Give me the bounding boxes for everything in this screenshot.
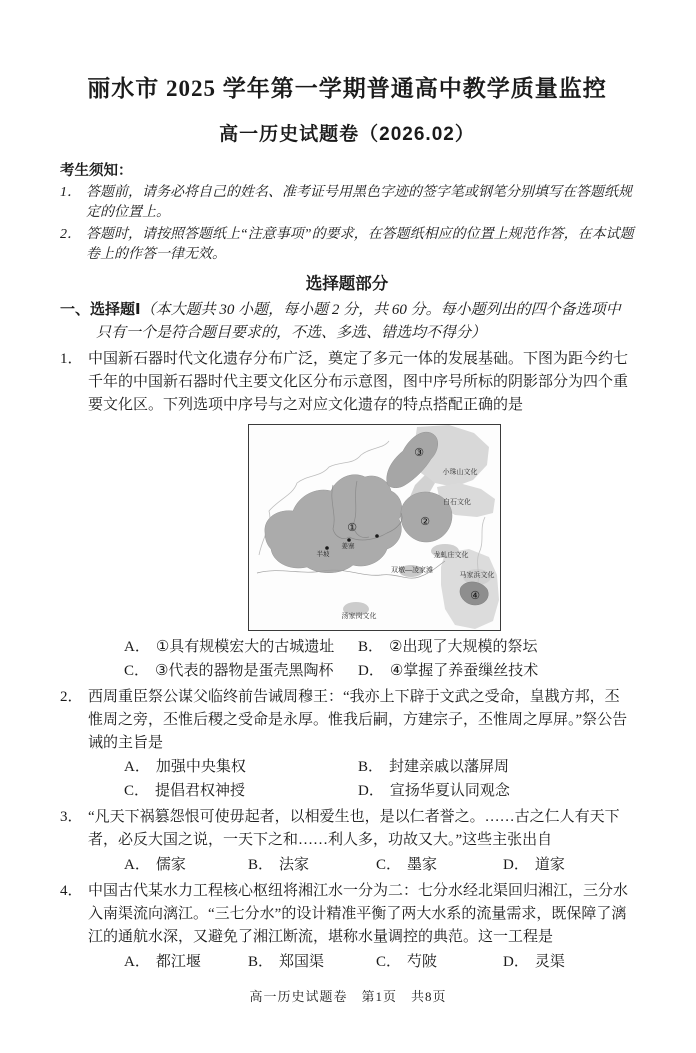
option-letter: B． [248, 857, 274, 873]
option-text: ①具有规模宏大的古城遗址 [155, 639, 335, 655]
banpo-site-dot [325, 546, 329, 550]
option-letter: D． [503, 857, 529, 873]
options-row [88, 756, 634, 779]
notice-item-text: 答题前，请务必将自己的姓名、准考证号用黑色字迹的签字笔或钢笔分别填写在答题纸规定的位置上。 [86, 185, 632, 220]
question-3 [60, 806, 634, 877]
majiabang-label: 马家浜文化 [459, 572, 495, 579]
tangjiagang-label: 汤家岗文化 [341, 613, 377, 620]
marker-4: ④ [470, 589, 480, 602]
part-one-note: （本大题共 30 小题，每小题 2 分，共 60 分。每小题列出的四个备选项中只有一个是符合题目要求的，不选、多选、错选均不得分） [96, 302, 621, 341]
option-text: 芍陂 [407, 954, 438, 970]
option-letter: A． [124, 954, 150, 970]
option-text: 都江堰 [155, 954, 201, 970]
exam-paper-page [0, 70, 696, 1053]
marker-3: ③ [414, 446, 424, 459]
option-a [124, 756, 358, 779]
option-letter: B． [358, 759, 384, 775]
option-d [358, 780, 510, 803]
option-c [376, 951, 503, 974]
option-a [124, 854, 248, 877]
notice-heading: 考生须知： [60, 163, 133, 179]
option-letter: B． [248, 954, 274, 970]
option-text: 道家 [534, 857, 565, 873]
notice-item-number: 2． [60, 227, 81, 242]
part-one-heading [60, 298, 634, 345]
option-d [503, 951, 565, 974]
option-letter: C． [376, 954, 402, 970]
culture-region-1-shape [265, 475, 402, 573]
option-text: 提倡君权神授 [155, 783, 246, 799]
question-number: 4． [60, 883, 83, 899]
notice-item [60, 183, 634, 223]
options-row [88, 854, 634, 877]
option-b [358, 636, 537, 659]
option-text: 宣扬华夏认同观念 [389, 783, 510, 799]
option-c [376, 854, 503, 877]
option-text: 灵渠 [534, 954, 565, 970]
jiangzhai-site-dot [347, 538, 351, 542]
options-row [88, 951, 634, 974]
question-stem: 西周重臣祭公谋父临终前告诫周穆王：“我亦上下辟于文武之受命，皇戡方邦，丕惟周之旁，丕惟后稷之受命是永厚。惟我后嗣，方建宗子，丕惟周之厚屏。”祭公告诫的主旨是 [88, 689, 628, 751]
part-one-label: 一、选择题Ⅰ [60, 301, 141, 318]
options-row [88, 636, 634, 659]
option-letter: C． [124, 783, 150, 799]
notice-item-text: 答题时，请按照答题纸上“注意事项”的要求，在答题纸相应的位置上规范作答，在本试题卷上的作答一律无效。 [86, 227, 634, 262]
neolithic-culture-map [248, 424, 501, 631]
option-letter: D． [358, 783, 384, 799]
question-number: 1． [60, 351, 83, 367]
question-stem: 中国古代某水力工程核心枢纽将湘江水一分为二：七分水经北渠回归湘江，三分水入南渠流向漓江。“三七分水”的设计精准平衡了两大水系的流量需求，既保障了漓江的通航水深，又避免了湘江断流，堪称水量调控的典范。这一工程是 [88, 883, 629, 945]
candidate-notice [60, 161, 634, 265]
culture-map-svg [249, 425, 500, 630]
banpo-label: 半坡 [316, 551, 330, 558]
page-footer: 高一历史试题卷 第1页 共8页 [249, 989, 447, 1004]
marker-1: ① [347, 521, 357, 534]
option-b [248, 854, 376, 877]
option-b [248, 951, 376, 974]
option-letter: A． [124, 639, 150, 655]
option-text: ③代表的器物是蛋壳黑陶杯 [155, 663, 334, 679]
option-text: ②出现了大规模的祭坛 [389, 639, 538, 655]
option-letter: D． [358, 663, 384, 679]
option-b [358, 756, 509, 779]
section-title: 选择题部分 [305, 275, 389, 293]
option-text: 墨家 [407, 857, 438, 873]
option-letter: C． [124, 663, 150, 679]
shuangdun-lingjiatan-label: 双墩—凌家滩 [391, 567, 433, 574]
page-title: 丽水市 2025 学年第一学期普通高中教学质量监控 [87, 76, 607, 101]
option-text: 加强中央集权 [155, 759, 246, 775]
notice-item [60, 225, 634, 265]
option-d [358, 660, 538, 683]
option-letter: C． [376, 857, 402, 873]
question-number: 3． [60, 809, 83, 825]
longqiuzhuang-label: 龙虬庄文化 [433, 552, 469, 559]
options-row [88, 780, 634, 803]
question-stem: “凡天下祸篡怨恨可使毋起者，以相爱生也，是以仁者誉之。……古之仁人有天下者，必反大国之说，一天下之和……利人多，功故又大。”这些主张出自 [88, 809, 620, 848]
xiaozhushan-label: 小珠山文化 [442, 469, 478, 476]
option-a [124, 636, 358, 659]
option-text: ④掌握了养蚕缫丝技术 [389, 663, 539, 679]
option-a [124, 951, 248, 974]
option-letter: B． [358, 639, 384, 655]
option-c [124, 780, 358, 803]
site-dot [375, 534, 379, 538]
jiangzhai-label: 姜寨 [341, 543, 355, 550]
question-1 [60, 348, 634, 683]
option-c [124, 660, 358, 683]
question-number: 2． [60, 689, 83, 705]
option-text: 法家 [279, 857, 310, 873]
question-2 [60, 686, 634, 803]
option-text: 儒家 [155, 857, 186, 873]
option-letter: A． [124, 857, 150, 873]
page-subtitle: 高一历史试题卷（2026.02） [219, 124, 475, 145]
baishi-label: 白石文化 [443, 499, 471, 506]
option-letter: A． [124, 759, 150, 775]
option-text: 郑国渠 [279, 954, 325, 970]
options-row [88, 660, 634, 683]
option-d [503, 854, 565, 877]
option-letter: D． [503, 954, 529, 970]
marker-2: ② [420, 515, 430, 528]
notice-item-number: 1． [60, 185, 81, 200]
question-stem: 中国新石器时代文化遗存分布广泛，奠定了多元一体的发展基础。下图为距今约七千年的中国新石器时代主要文化区分布示意图，图中序号所标的阴影部分为四个重要文化区。下列选项中序号与之对应文化遗存的特点搭配正确的是 [88, 351, 629, 413]
question-4 [60, 880, 634, 974]
option-text: 封建亲戚以藩屏周 [389, 759, 510, 775]
